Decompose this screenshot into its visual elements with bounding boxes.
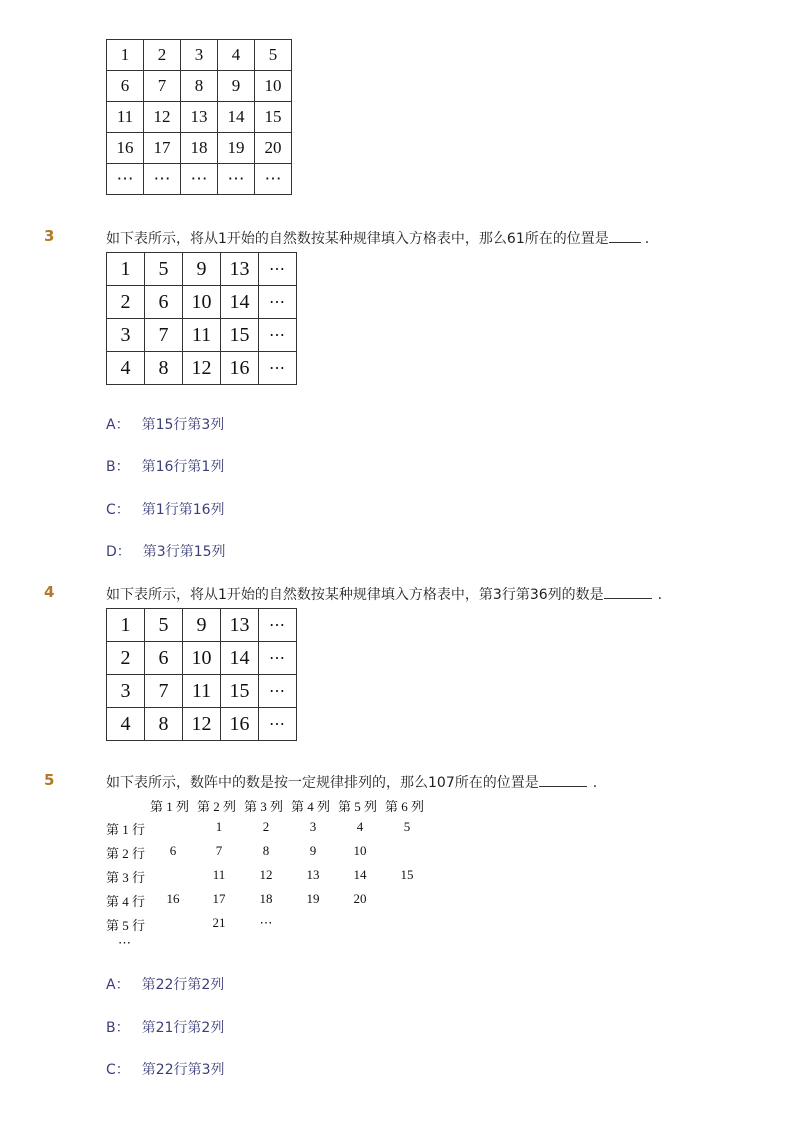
- array-cell: 17: [212, 891, 226, 906]
- grid-cell: 12: [183, 708, 221, 741]
- array-cell: 19: [306, 891, 320, 906]
- question-number: 3: [44, 227, 55, 245]
- grid-cell: ⋯: [181, 164, 218, 195]
- row-label: 第 5 行: [106, 918, 146, 933]
- grid-cell: 7: [145, 319, 183, 352]
- grid-cell: 6: [145, 642, 183, 675]
- grid-cell: 13: [221, 253, 259, 286]
- grid-row: [107, 319, 297, 352]
- grid-cell: 13: [181, 102, 218, 133]
- grid-cell: 15: [255, 102, 292, 133]
- grid-cell: 1: [107, 40, 144, 71]
- grid-cell: 4: [107, 708, 145, 741]
- grid-cell: ⋯: [259, 675, 297, 708]
- grid-cell: ⋯: [259, 286, 297, 319]
- grid-cell: 2: [107, 642, 145, 675]
- grid-cell: ⋯: [107, 164, 144, 195]
- column-header: 第 2 列: [197, 799, 237, 814]
- question-text: [106, 584, 662, 604]
- column-header: 第 3 列: [244, 799, 284, 814]
- grid-cell: 11: [107, 102, 144, 133]
- array-cell: 12: [259, 867, 273, 882]
- array-cell: 6: [169, 843, 177, 858]
- row-label: 第 3 行: [106, 870, 146, 885]
- array-cell: 20: [353, 891, 367, 906]
- grid-cell: 18: [181, 133, 218, 164]
- question-tail: .: [657, 587, 663, 603]
- grid-cell: ⋯: [259, 352, 297, 385]
- question-text: [106, 772, 597, 792]
- grid-cell: 14: [218, 102, 255, 133]
- grid-cell: 2: [107, 286, 145, 319]
- grid-row: [107, 708, 297, 741]
- grid-cell: 8: [181, 71, 218, 102]
- grid-cell: ⋯: [259, 609, 297, 642]
- answer-blank: [609, 228, 641, 243]
- grid-cell: 16: [107, 133, 144, 164]
- grid-cell: 13: [221, 609, 259, 642]
- question-stem: 如下表所示，将从1开始的自然数按某种规律填入方格表中，那么61所在的位置是: [106, 231, 609, 247]
- grid-cell: 7: [145, 675, 183, 708]
- grid-cell: ⋯: [218, 164, 255, 195]
- option-b[interactable]: B： 第16行第1列: [106, 459, 225, 475]
- array-cell: 1: [215, 819, 223, 834]
- grid-cell: 19: [218, 133, 255, 164]
- column-header: 第 1 列: [150, 799, 190, 814]
- grid-cell: 15: [221, 675, 259, 708]
- grid-cell: ⋯: [259, 253, 297, 286]
- array-cell: ⋯: [259, 915, 273, 930]
- grid-cell: 10: [183, 286, 221, 319]
- grid-row: [107, 253, 297, 286]
- grid-row: [107, 642, 297, 675]
- grid-cell: ⋯: [259, 642, 297, 675]
- question-tail: .: [644, 231, 650, 247]
- option-a[interactable]: A： 第22行第2列: [106, 977, 225, 993]
- array-cell: 10: [353, 843, 367, 858]
- grid-cell: ⋯: [259, 319, 297, 352]
- grid-row: [107, 286, 297, 319]
- array-cell: 2: [262, 819, 270, 834]
- array-cell: 18: [259, 891, 273, 906]
- array-continuation: ⋯: [118, 935, 131, 950]
- grid-cell: 10: [255, 71, 292, 102]
- grid-cell: 8: [145, 352, 183, 385]
- grid-row: [107, 71, 292, 102]
- number-grid-q4: [106, 608, 297, 741]
- grid-cell: 8: [145, 708, 183, 741]
- grid-cell: ⋯: [259, 708, 297, 741]
- grid-row: [107, 609, 297, 642]
- grid-cell: 5: [255, 40, 292, 71]
- grid-cell: ⋯: [144, 164, 181, 195]
- grid-cell: 12: [183, 352, 221, 385]
- grid-cell: 16: [221, 352, 259, 385]
- array-cell: 4: [356, 819, 364, 834]
- grid-cell: 6: [107, 71, 144, 102]
- answer-blank: [539, 772, 587, 787]
- grid-cell: 6: [145, 286, 183, 319]
- grid-cell: 9: [218, 71, 255, 102]
- grid-cell: 2: [144, 40, 181, 71]
- grid-cell: 9: [183, 253, 221, 286]
- answer-blank: [604, 584, 652, 599]
- number-grid-q3: [106, 252, 297, 385]
- array-cell: 16: [166, 891, 180, 906]
- array-cell: 15: [400, 867, 414, 882]
- grid-cell: 3: [107, 319, 145, 352]
- question-stem: 如下表所示，数阵中的数是按一定规律排列的，那么107所在的位置是: [106, 775, 539, 791]
- question-stem: 如下表所示，将从1开始的自然数按某种规律填入方格表中，第3行第36列的数是: [106, 587, 604, 603]
- grid-row: [107, 352, 297, 385]
- grid-cell: 17: [144, 133, 181, 164]
- row-label: 第 2 行: [106, 846, 146, 861]
- array-cell: 21: [212, 915, 226, 930]
- grid-cell: 1: [107, 253, 145, 286]
- column-header: 第 5 列: [338, 799, 378, 814]
- row-label: 第 1 行: [106, 822, 146, 837]
- grid-cell: 1: [107, 609, 145, 642]
- grid-row: [107, 102, 292, 133]
- question-number: 5: [44, 771, 55, 789]
- array-cell: 11: [212, 867, 226, 882]
- grid-cell: 15: [221, 319, 259, 352]
- question-text: [106, 228, 649, 248]
- array-cell: 14: [353, 867, 367, 882]
- option-d[interactable]: D： 第3行第15列: [106, 544, 226, 560]
- array-cell: 13: [306, 867, 320, 882]
- array-cell: 7: [215, 843, 223, 858]
- grid-cell: 16: [221, 708, 259, 741]
- grid-cell: 3: [181, 40, 218, 71]
- array-cell: 8: [262, 843, 270, 858]
- grid-cell: 11: [183, 675, 221, 708]
- grid-cell: 20: [255, 133, 292, 164]
- column-header: 第 4 列: [291, 799, 331, 814]
- column-header: 第 6 列: [385, 799, 425, 814]
- row-label: 第 4 行: [106, 894, 146, 909]
- grid-row: [107, 133, 292, 164]
- grid-cell: 7: [144, 71, 181, 102]
- grid-cell: 4: [218, 40, 255, 71]
- option-b[interactable]: B： 第21行第2列: [106, 1020, 225, 1036]
- grid-cell: 11: [183, 319, 221, 352]
- grid-cell: 10: [183, 642, 221, 675]
- grid-cell: 14: [221, 642, 259, 675]
- question-number: 4: [44, 583, 55, 601]
- array-cell: 5: [403, 819, 411, 834]
- grid-cell: 14: [221, 286, 259, 319]
- grid-cell: ⋯: [255, 164, 292, 195]
- option-c[interactable]: C： 第22行第3列: [106, 1062, 225, 1078]
- question-tail: .: [592, 775, 598, 791]
- grid-row: [107, 40, 292, 71]
- grid-cell: 12: [144, 102, 181, 133]
- array-cell: 9: [309, 843, 317, 858]
- option-c[interactable]: C： 第1行第16列: [106, 502, 225, 518]
- grid-cell: 9: [183, 609, 221, 642]
- grid-cell: 5: [145, 609, 183, 642]
- array-cell: 3: [309, 819, 317, 834]
- grid-cell: 4: [107, 352, 145, 385]
- grid-cell: 3: [107, 675, 145, 708]
- number-grid-top: [106, 39, 292, 195]
- grid-cell: 5: [145, 253, 183, 286]
- grid-row: [107, 675, 297, 708]
- option-a[interactable]: A： 第15行第3列: [106, 417, 225, 433]
- grid-row: [107, 164, 292, 195]
